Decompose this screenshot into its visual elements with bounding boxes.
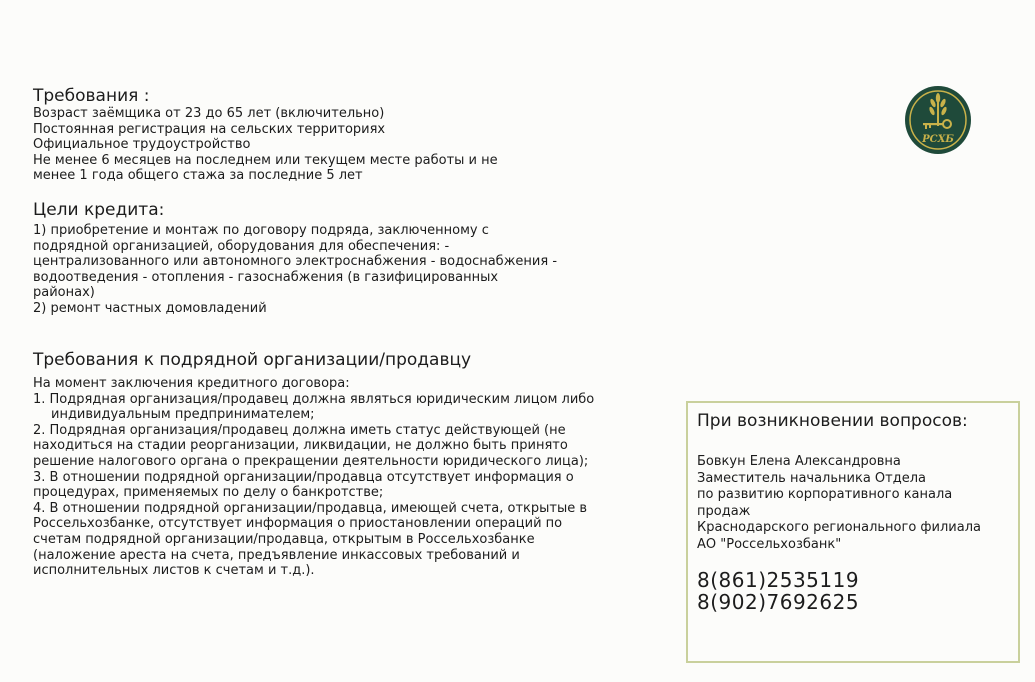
contractor-line: процедурах, применяемых по делу о банкротстве;	[33, 485, 384, 501]
contact-position-line: Краснодарского регионального филиала	[697, 520, 981, 535]
phone-number: 8(902)7692625	[697, 590, 860, 614]
contractor-line: (наложение ареста на счета, предъявление инкассовых требований и	[33, 547, 520, 563]
phone-number: 8(861)2535119	[697, 568, 860, 592]
goals-line: 1) приобретение и монтаж по договору подряда, заключенному с	[33, 223, 489, 238]
goals-title: Цели кредита:	[33, 200, 165, 220]
requirements-section	[33, 86, 673, 184]
contractor-line: счетам подрядной организации/продавца, открытым в Россельхозбанке	[33, 531, 535, 547]
contractor-line: 1. Подрядная организация/продавец должна являться юридическим лицом либо	[33, 391, 595, 407]
goals-line: районах)	[33, 285, 95, 301]
goals-line: централизованного или автономного электроснабжения - водоснабжения -	[33, 254, 558, 270]
wheat-key-logo-icon	[903, 84, 973, 156]
contractor-line: 2. Подрядная организация/продавец должна иметь статус действующей (не	[33, 422, 566, 438]
contact-position-line: Заместитель начальника Отдела	[697, 470, 926, 486]
contractor-line: находиться на стадии реорганизации, ликвидации, не должно быть принято	[33, 438, 568, 454]
bank-logo	[903, 84, 973, 156]
contractor-line: На момент заключения кредитного договора:	[33, 376, 350, 391]
contact-name: Бовкун Елена Александровна	[697, 454, 901, 469]
contractor-title: Требования к подрядной организации/продавцу	[33, 350, 472, 370]
contact-position-line: по развитию корпоративного канала	[697, 487, 953, 502]
contact-title: При возникновении вопросов:	[697, 411, 968, 431]
contractor-line: решение налогового органа о прекращении деятельности юридического лица);	[33, 453, 589, 469]
phone-list	[697, 569, 1018, 613]
requirements-line: менее 1 года общего стажа за последние 5 лет	[33, 168, 363, 184]
contractor-line: Россельхозбанке, отсутствует информация о приостановлении операций по	[33, 516, 563, 532]
contact-box	[686, 401, 1020, 663]
contractor-line: исполнительных листов к счетам и т.д.).	[33, 563, 315, 579]
goals-line: подрядной организацией, оборудования для обеспечения: -	[33, 238, 450, 254]
goals-section	[33, 200, 673, 317]
contractor-line: 4. В отношении подрядной организации/продавца, имеющей счета, открытые в	[33, 500, 588, 516]
goals-line: водоотведения - отопления - газоснабжения (в газифицированных	[33, 269, 499, 285]
requirements-line: Официальное трудоустройство	[33, 137, 251, 153]
requirements-title: Требования :	[33, 86, 150, 106]
contact-position-line: продаж	[697, 503, 751, 519]
svg-text:РСХБ: РСХБ	[922, 134, 954, 145]
requirements-line: Возраст заёмщика от 23 до 65 лет (включительно)	[33, 106, 385, 121]
contractor-section	[33, 350, 673, 579]
contractor-line: 3. В отношении подрядной организации/продавца отсутствует информация о	[33, 469, 574, 485]
requirements-line: Не менее 6 месяцев на последнем или текущем месте работы и не	[33, 152, 498, 168]
contact-organization: АО "Россельхозбанк"	[697, 536, 842, 552]
contractor-line: индивидуальным предпринимателем;	[51, 407, 315, 423]
requirements-line: Постоянная регистрация на сельских территориях	[33, 121, 386, 137]
goals-line: 2) ремонт частных домовладений	[33, 300, 267, 316]
